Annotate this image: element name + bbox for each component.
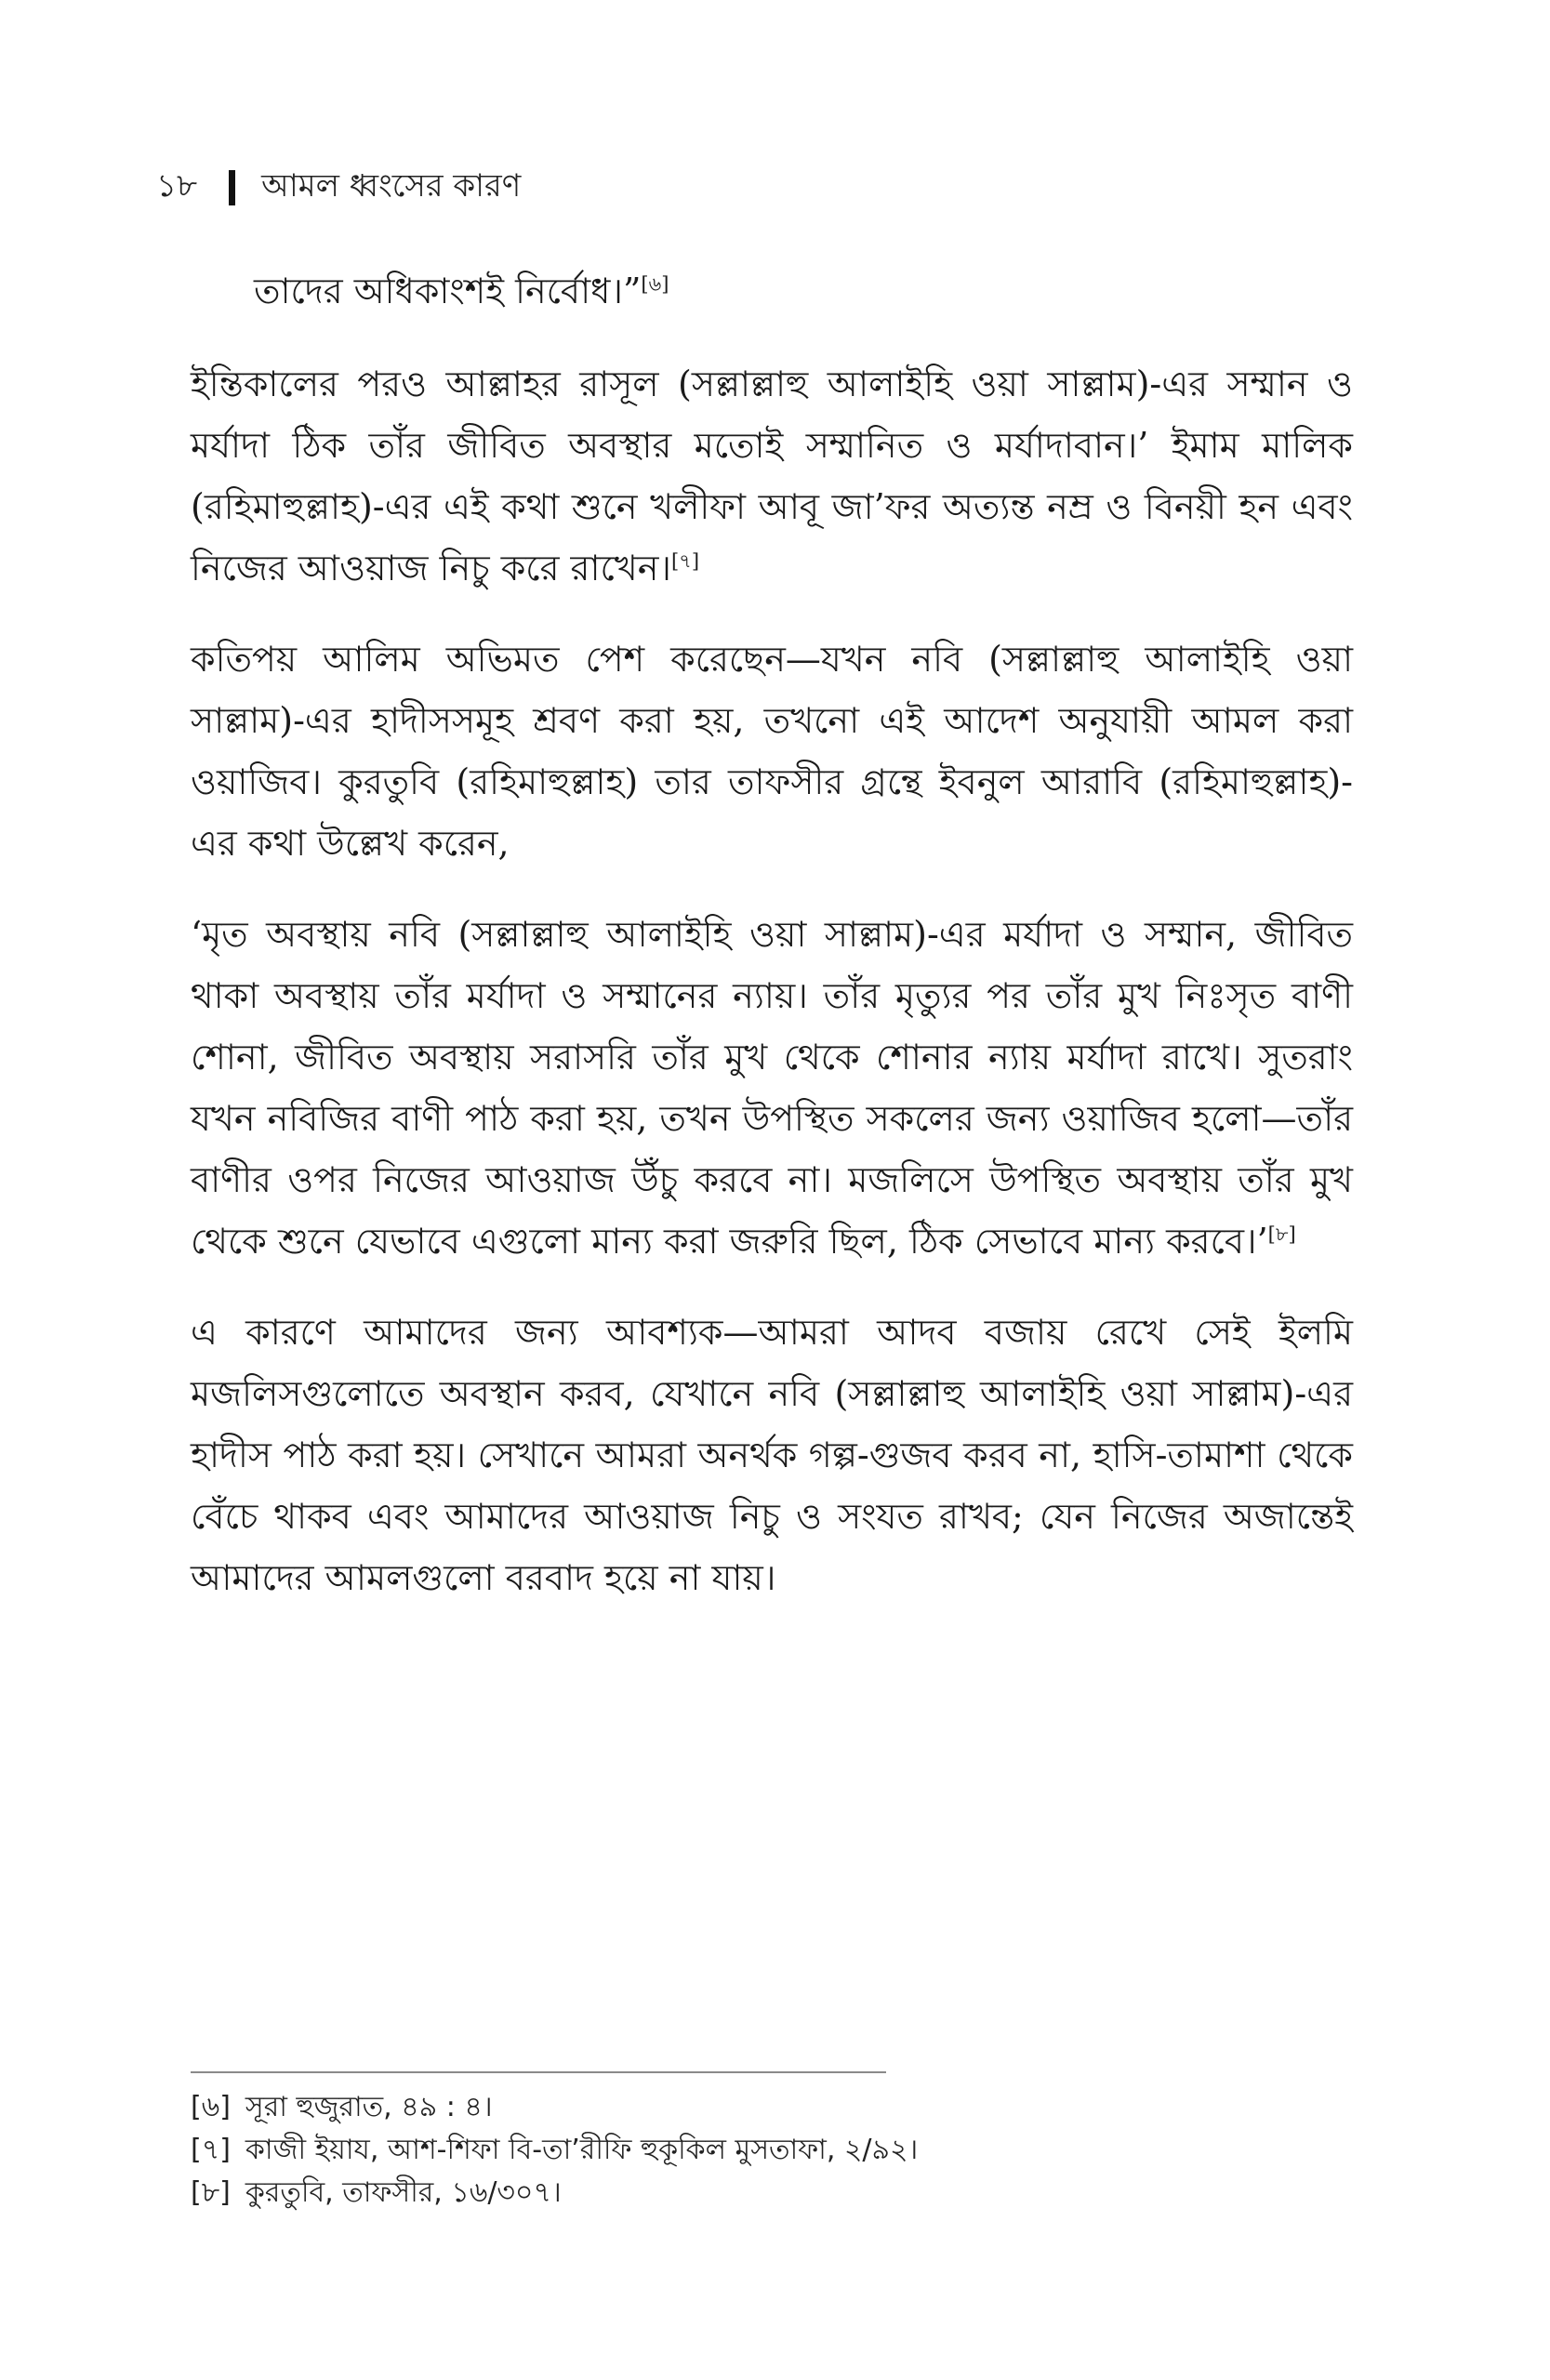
footnotes <box>191 2086 1213 2215</box>
paragraph <box>191 1302 1353 1608</box>
body-text <box>191 260 1353 1638</box>
footnote-mark: [৬] <box>191 2091 231 2123</box>
footnote-item <box>191 2086 1213 2129</box>
footnote-text: কুরতুবি, তাফসীর, ১৬/৩০৭। <box>245 2176 562 2209</box>
paragraph-quote-end <box>191 260 1353 322</box>
footnote-divider <box>191 2071 886 2073</box>
paragraph-quotation <box>191 904 1353 1272</box>
running-header <box>156 160 521 216</box>
paragraph-text: ইন্তিকালের পরও আল্লাহর রাসূল (সল্লাল্লাহু আলাইহি ওয়া সাল্লাম)-এর সম্মান ও মর্যাদা ঠিক তাঁর জীবিত অবস্থার মতোই সম্মানিত ও মর্যাদাবান।’ ইমাম মালিক (রহিমাহুল্লাহ)-এর এই কথা শুনে খলীফা আবূ জা’ফর অত্যন্ত নম্র ও বিনয়ী হন এবং নিজের আওয়াজ নিচু করে রাখেন। <box>191 364 1353 588</box>
footnote-text: কাজী ইয়ায, আশ-শিফা বি-তা’রীফি হুকূকিল মুসতাফা, ২/৯২। <box>245 2134 919 2166</box>
paragraph <box>191 628 1353 874</box>
footnote-ref[interactable]: [৮] <box>1267 1223 1296 1246</box>
paragraph-text: ‘মৃত অবস্থায় নবি (সল্লাল্লাহু আলাইহি ওয়া সাল্লাম)-এর মর্যাদা ও সম্মান, জীবিত থাকা অবস্থায় তাঁর মর্যাদা ও সম্মানের ন্যায়। তাঁর মৃত্যুর পর তাঁর মুখ নিঃসৃত বাণী শোনা, জীবিত অবস্থায় সরাসরি তাঁর মুখ থেকে শোনার ন্যায় মর্যাদা রাখে। সুতরাং যখন নবিজির বাণী পাঠ করা হয়, তখন উপস্থিত সকলের জন্য ওয়াজিব হলো—তাঁর বাণীর ওপর নিজের আওয়াজ উঁচু করবে না। মজলিসে উপস্থিত অবস্থায় তাঁর মুখ থেকে শুনে যেভাবে এগুলো মান্য করা জরুরি ছিল, ঠিক সেভাবে মান্য করবে।’ <box>191 914 1353 1262</box>
paragraph-text: তাদের অধিকাংশই নির্বোধ।” <box>254 271 642 311</box>
paragraph-text: কতিপয় আলিম অভিমত পেশ করেছেন—যখন নবি (সল্লাল্লাহু আলাইহি ওয়া সাল্লাম)-এর হাদীসসমূহ শ্রবণ করা হয়, তখনো এই আদেশ অনুযায়ী আমল করা ওয়াজিব। কুরতুবি (রহিমাহুল্লাহ) তার তাফসীর গ্রন্থে ইবনুল আরাবি (রহিমাহুল্লাহ)-এর কথা উল্লেখ করেন, <box>191 639 1353 864</box>
header-divider-bar <box>229 170 235 205</box>
footnote-item <box>191 2172 1213 2215</box>
footnote-mark: [৭] <box>191 2134 231 2166</box>
footnote-mark: [৮] <box>191 2176 231 2209</box>
footnote-item <box>191 2129 1213 2172</box>
footnote-ref[interactable]: [৭] <box>670 549 700 573</box>
footnote-text: সূরা হুজুরাত, ৪৯ : ৪। <box>245 2091 493 2123</box>
book-title: আমল ধ্বংসের কারণ <box>261 166 522 205</box>
page-number: ১৮ <box>156 166 198 205</box>
paragraph <box>191 353 1353 599</box>
paragraph-text: এ কারণে আমাদের জন্য আবশ্যক—আমরা আদব বজায় রেখে সেই ইলমি মজলিসগুলোতে অবস্থান করব, যেখানে নবি (সল্লাল্লাহু আলাইহি ওয়া সাল্লাম)-এর হাদীস পাঠ করা হয়। সেখানে আমরা অনর্থক গল্প-গুজব করব না, হাসি-তামাশা থেকে বেঁচে থাকব এবং আমাদের আওয়াজ নিচু ও সংযত রাখব; যেন নিজের অজান্তেই আমাদের আমলগুলো বরবাদ হয়ে না যায়। <box>191 1312 1353 1598</box>
footnote-ref[interactable]: [৬] <box>641 272 669 296</box>
